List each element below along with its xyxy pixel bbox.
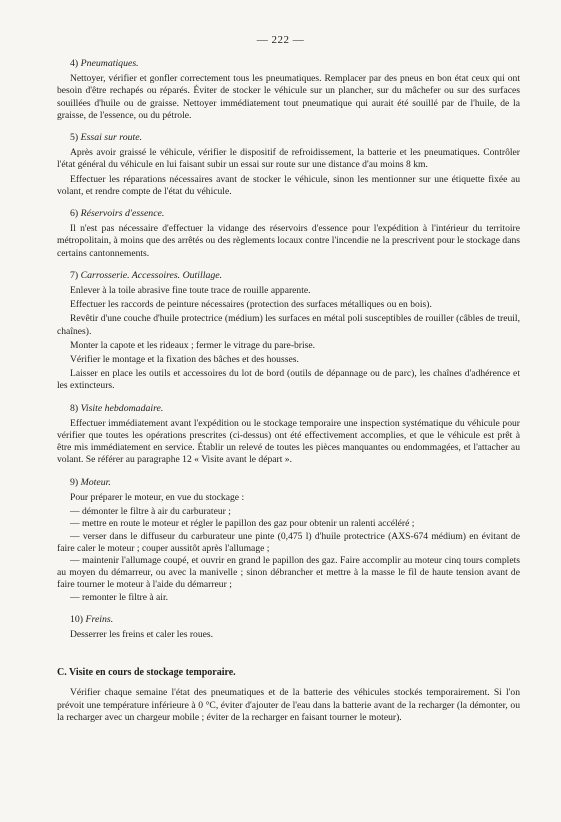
section-name: Visite hebdomadaire. [80,402,164,414]
subsection-heading: C. Visite en cours de stockage temporaire. [57,667,236,679]
section-number: 9) [70,476,79,488]
list-item: — démonter le filtre à air du carburateur ; [70,506,231,518]
paragraph: Effectuer les raccords de peinture nécessaires (protection des surfaces métalliques ou en bois). [70,299,432,311]
document-body [57,58,520,726]
paragraph: Revêtir d'une couche d'huile protectrice (médium) les surfaces en métal poli susceptibles de rouiller (câbles de treuil, chaînes). [57,313,520,337]
section-essai-sur-route [57,132,520,198]
paragraph: Enlever à la toile abrasive fine toute trace de rouille apparente. [70,285,311,297]
list-item: — maintenir l'allumage coupé, et ouvrir en grand le papillon des gaz. Faire accomplir au moteur cinq tours complets au moyen du démarreur, ou avec la manivelle ; sinon débrancher et mettre à la masse le fil de haute tension avant de faire tourner le moteur à l'aide du démarreur ; [57,554,520,591]
paragraph: Desserrer les freins et caler les roues. [70,628,214,640]
section-title [70,58,520,70]
section-carrosserie [57,270,520,393]
list-item: — mettre en route le moteur et régler le papillon des gaz pour obtenir un ralenti accéléré ; [70,518,415,530]
section-name: Pneumatiques. [80,58,139,69]
paragraph: Monter la capote et les rideaux ; fermer le vitrage du pare-brise. [70,339,316,351]
section-visite-hebdomadaire [57,403,520,467]
section-title [70,403,520,415]
section-title [70,614,520,626]
list-item: — remonter le filtre à air. [70,591,169,603]
section-moteur [57,477,520,604]
section-number: 4) [70,58,79,69]
section-title [70,477,520,489]
paragraph: Pour préparer le moteur, en vue du stockage : [70,491,245,503]
section-title [70,208,520,220]
paragraph: Nettoyer, vérifier et gonfler correctement tous les pneumatiques. Remplacer par des pneus en bon état ceux qui ont besoin d'être rechapés ou réparés. Éviter de stocker le véhicule sur un plancher, sur du mâchefer ou sur des surfaces souillées d'huile ou de graisse. Nettoyer immédiatement tout pneumatique qui aurait été souillé par de l'huile, de la graisse, de l'essence, ou du pétrole. [57,73,520,121]
page-number: — 222 — [256,34,305,46]
section-number: 5) [70,132,79,144]
section-title [70,270,520,282]
list-item: — verser dans le diffuseur du carburateur une pinte (0,475 l) d'huile protectrice (AXS-674 médium) en évitant de faire caler le moteur ; couper aussitôt après l'allumage ; [57,530,520,554]
section-name: Essai sur route. [80,132,143,144]
section-number: 10) [70,613,84,625]
paragraph: Après avoir graissé le véhicule, vérifier le dispositif de refroidissement, la batterie et les pneumatiques. Contrôler l'état général du véhicule en lui faisant subir un essai sur route sur une distance d'au moins 8 km. [57,147,520,171]
section-number: 8) [70,402,79,414]
paragraph: Il n'est pas nécessaire d'effectuer la vidange des réservoirs d'essence pour l'expédition à l'intérieur du territoire métropolitain, à moins que des arrêtés ou des règlements locaux contre l'incendie ne la prescrivent pour le stockage dans certains cantonnements. [57,223,520,259]
paragraph: Effectuer les réparations nécessaires avant de stocker le véhicule, sinon les mentionner sur une étiquette fixée au volant, et rendre compte de l'état du véhicule. [57,173,520,197]
section-number: 6) [70,208,79,220]
section-name: Moteur. [80,476,111,488]
section-title [70,132,520,144]
procedure-list [57,506,520,604]
section-freins [57,614,520,641]
paragraph: Effectuer immédiatement avant l'expédition ou le stockage temporaire une inspection systématique du véhicule pour vérifier que toutes les opérations prescrites (ci-dessus) ont été effectivement accomplies, et que le véhicule est prêt à être mis immédiatement en service. Établir un relevé de toutes les pièces manquantes ou endommagées, et l'attacher au volant. Se référer au paragraphe 12 « Visite avant le départ ». [57,417,520,466]
paragraph: Vérifier chaque semaine l'état des pneumatiques et de la batterie des véhicules stockés temporairement. Si l'on prévoit une température inférieure à 0 °C, éviter d'ajouter de l'eau dans la batterie avant de la recharger (la démonter, ou la recharger avec un chargeur mobile ; éviter de la recharger en faisant tourner le moteur). [57,687,520,723]
section-reservoirs-essence [57,208,520,260]
section-name: Réservoirs d'essence. [80,208,165,220]
paragraph: Vérifier le montage et la fixation des bâches et des housses. [70,354,299,366]
paragraph: Laisser en place les outils et accessoires du lot de bord (outils de dépannage ou de parc), les chaînes d'adhérence et les extincteurs. [57,368,520,392]
section-number: 7) [70,269,79,281]
section-pneumatiques [57,58,520,122]
section-name: Carrosserie. Accessoires. Outillage. [80,269,223,281]
section-name: Freins. [85,613,114,625]
